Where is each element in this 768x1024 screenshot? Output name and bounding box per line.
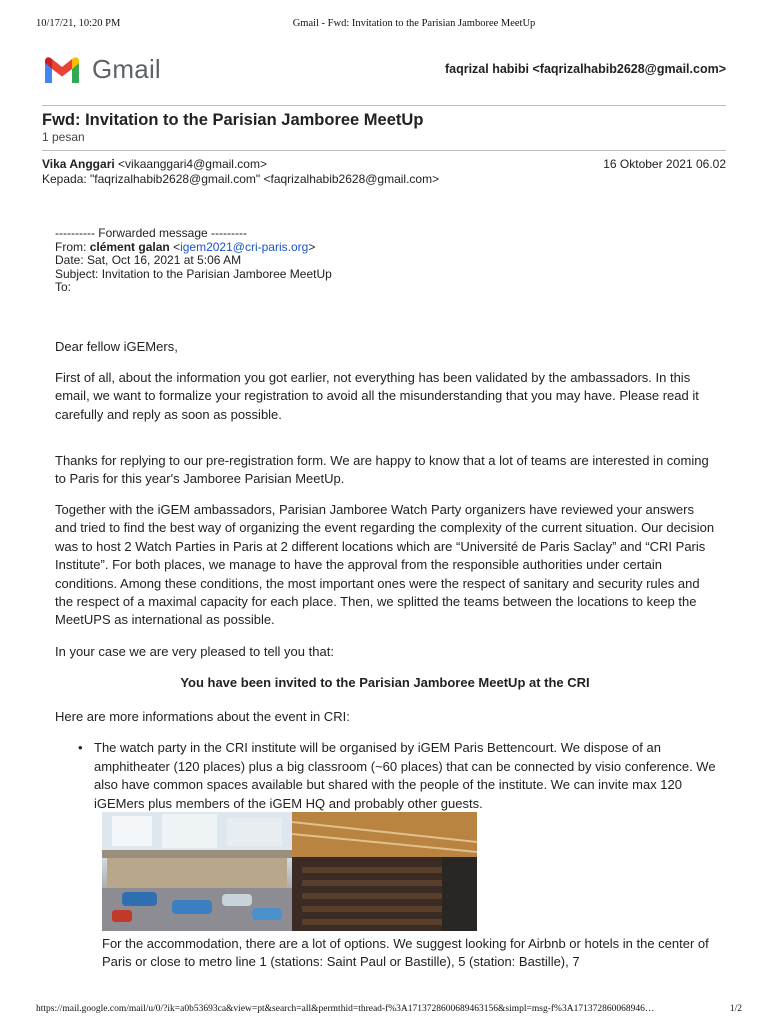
amphitheater-illustration xyxy=(292,812,477,931)
divider xyxy=(42,150,726,151)
paragraph-intro: First of all, about the information you got earlier, not everything has been validated by the ambassadors. In this email, we want to formalize your registration to avoid all the misunderstanding that you may have. Please read it carefully and reply as soon as possible. xyxy=(55,370,699,422)
from-name: clément galan xyxy=(89,239,170,254)
paragraph-accommodation: For the accommodation, there are a lot of options. We suggest looking for Airbnb or hotels in the center of Paris or close to metro line 1 (stations: Saint Paul or Bastille), 5 (station: Bastille), 7 xyxy=(102,936,709,970)
sender-email: <vikaanggari4@gmail.com> xyxy=(118,157,267,171)
divider xyxy=(42,105,726,106)
sender-name: Vika Anggari xyxy=(42,157,115,171)
email-date: 16 Oktober 2021 06.02 xyxy=(603,157,726,171)
from-email-link[interactable]: igem2021@cri-paris.org xyxy=(180,239,309,254)
gmail-header xyxy=(42,54,726,86)
forward-date: Date: Sat, Oct 16, 2021 at 5:06 AM xyxy=(55,253,242,267)
common-space-photo xyxy=(102,812,292,931)
paragraph-case: In your case we are very pleased to tell you that: xyxy=(55,644,334,659)
venue-photos xyxy=(102,812,477,931)
common-space-illustration xyxy=(102,812,292,931)
paragraph-thanks: Thanks for replying to our pre-registration form. We are happy to know that a lot of teams are interested in coming to Paris for this year's Jamboree Parisian MeetUp. xyxy=(55,453,709,487)
gmail-wordmark: Gmail xyxy=(92,54,161,84)
email-subject: Fwd: Invitation to the Parisian Jamboree MeetUp xyxy=(42,111,424,129)
recipient-row: Kepada: "faqrizalhabib2628@gmail.com" <faqrizalhabib2628@gmail.com> xyxy=(42,172,440,186)
gmail-logo xyxy=(42,54,161,85)
print-title: Gmail - Fwd: Invitation to the Parisian Jamboree MeetUp xyxy=(292,18,536,29)
from-email-open: < xyxy=(173,239,181,254)
greeting: Dear fellow iGEMers, xyxy=(55,339,178,354)
page-number: 1/2 xyxy=(729,1004,742,1014)
forwarded-header xyxy=(55,227,332,295)
from-email-close: > xyxy=(308,239,316,254)
amphitheater-photo xyxy=(292,812,477,931)
invitation-statement: You have been invited to the Parisian Jamboree MeetUp at the CRI xyxy=(180,675,590,690)
from-label: From: xyxy=(55,239,87,254)
sender-row xyxy=(42,157,726,171)
print-header xyxy=(36,14,732,30)
forward-separator: ---------- Forwarded message --------- xyxy=(55,226,247,240)
bullet-text: The watch party in the CRI institute will be organised by iGEM Paris Bettencourt. We dispose of an amphitheater (120 places) plus a big classroom (~60 places) that can be connected by visio conference. We also have common spaces available but shared with the people of the institute. We can invite max 120 iGEMers plus members of the iGEM HQ and probably other guests. xyxy=(94,740,716,811)
paragraph-more-info: Here are more informations about the event in CRI: xyxy=(55,709,350,724)
message-count: 1 pesan xyxy=(42,130,85,144)
forward-to: To: xyxy=(55,280,72,294)
print-timestamp: 10/17/21, 10:20 PM xyxy=(36,18,121,29)
gmail-m-icon xyxy=(42,55,82,85)
paragraph-decision: Together with the iGEM ambassadors, Parisian Jamboree Watch Party organizers have reviewed your answers and tried to find the best way of organizing the event regarding the complexity of the current situation. Our decision was to host 2 Watch Parties in Paris at 2 different locations which are “Université de Paris Saclay” and “CRI Paris Institute”. For both places, we manage to have the approval from the responsible authorities under certain conditions. Among these conditions, the most important ones were the respect of sanitary and security rules and the respect of a maximal capacity for each place. Then, we splitted the teams between the locations to keep the MeetUPS as international as possible. xyxy=(55,502,715,628)
bullet-icon: • xyxy=(78,740,83,755)
forward-subject: Subject: Invitation to the Parisian Jamboree MeetUp xyxy=(55,266,332,281)
account-label: faqrizal habibi <faqrizalhabib2628@gmail.com> xyxy=(444,62,726,76)
forward-from xyxy=(55,241,332,255)
page-url: https://mail.google.com/mail/u/0/?ik=a0b53693ca&view=pt&search=all&permthid=thread-f%3A1713728600689463156&simpl=msg-f%3A171372860068946… xyxy=(36,1004,655,1014)
